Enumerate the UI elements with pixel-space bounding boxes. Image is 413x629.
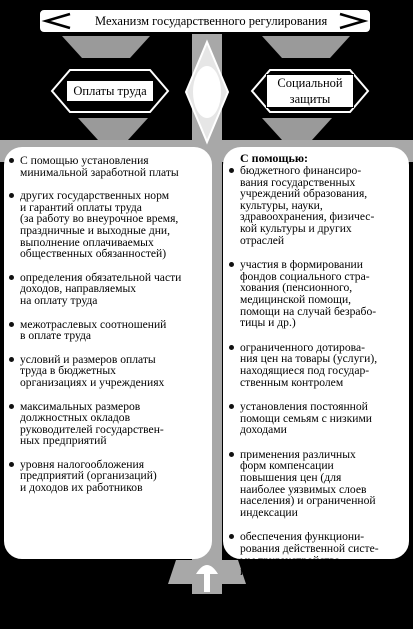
left-bottom-connector	[78, 118, 148, 140]
list-item: установления постоянной помощи семьям с низкими доходами	[226, 401, 406, 436]
list-item: обеспечения функциони- рования действенной систе- мы трудоустройства и помощи по безработице	[226, 531, 406, 577]
left-list	[6, 155, 210, 494]
central-oval	[193, 66, 221, 118]
bottom-stem	[204, 574, 210, 592]
right-node-label-line2: защиты	[289, 92, 331, 106]
left-list-wrapper	[6, 155, 210, 506]
list-item: ограниченного дотирова- ния цен на товары (услуги), находящиеся под государ- ственным контролем	[226, 342, 406, 388]
list-item: определения обязательной части доходов, направляемых на оплату труда	[6, 272, 210, 307]
list-item: межотраслевых соотношений в оплате труда	[6, 319, 210, 342]
left-top-connector	[62, 36, 150, 58]
list-item: максимальных размеров должностных окладов руководителей государствен- ных предприятий	[6, 401, 210, 447]
list-item: уровня налогообложения предприятий (организаций) и доходов их работников	[6, 459, 210, 494]
left-chevron-icon	[40, 12, 74, 30]
right-chevron-icon	[336, 12, 370, 30]
list-item: С помощью установления минимальной заработной платы	[6, 155, 210, 178]
list-item: бюджетного финансиро- вания государственных учреждений образования, культуры, науки, здравоохранения, физичес- кой культуры и других отраслей	[226, 165, 406, 246]
right-bottom-connector	[262, 118, 332, 140]
list-item: других государственных норм и гарантий оплаты труда (за работу во внеурочное время, праздничные и выходные дни, выполнение оплачиваемых общественных обязанностей)	[6, 190, 210, 260]
list-item: условий и размеров оплаты труда в бюджетных организациях и учреждениях	[6, 354, 210, 389]
list-item: применения различных форм компенсации повышения цен (для наиболее уязвимых слоев населения) и ограниченной индексации	[226, 449, 406, 519]
left-node-label: Оплаты труда	[73, 84, 147, 98]
right-list-wrapper	[226, 152, 406, 591]
right-heading: С помощью:	[240, 151, 309, 165]
diagram-title: Механизм государственного регулирования	[95, 14, 328, 28]
right-top-connector	[262, 36, 350, 58]
list-item: участия в формировании фондов социального стра- хования (пенсионного, медицинской помощи, помощи на случай безрабо- тицы и др.)	[226, 259, 406, 329]
right-list	[226, 165, 406, 578]
right-node-label-line1: Социальной	[277, 76, 343, 90]
